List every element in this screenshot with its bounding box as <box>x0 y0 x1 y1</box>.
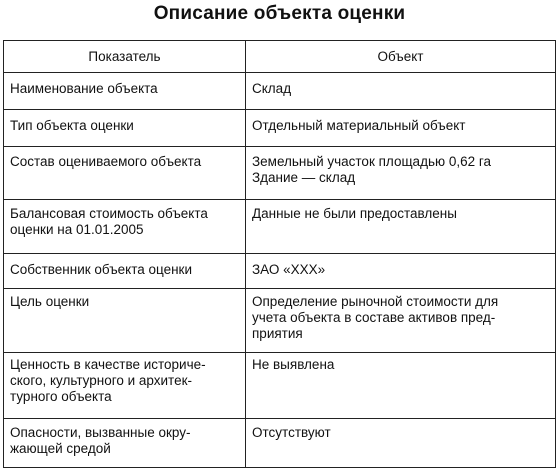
object-cell <box>246 419 556 468</box>
indicator-cell <box>4 289 246 353</box>
object-cell <box>246 289 556 353</box>
object-cell <box>246 73 556 110</box>
object-text: Отсутствуют <box>252 425 331 440</box>
table-row <box>4 353 556 419</box>
indicator-cell <box>4 419 246 468</box>
indicator-cell <box>4 353 246 419</box>
indicator-cell <box>4 200 246 254</box>
indicator-text: Состав оцениваемого объекта <box>10 154 202 169</box>
object-text: Склад <box>252 81 292 96</box>
object-text: Не выявлена <box>252 357 335 372</box>
object-cell <box>246 353 556 419</box>
object-cell <box>246 110 556 147</box>
object-cell <box>246 200 556 254</box>
object-cell <box>246 147 556 200</box>
valuation-object-table <box>3 40 556 468</box>
table-row <box>4 110 556 147</box>
indicator-cell <box>4 73 246 110</box>
object-text: Отдельный материальный объект <box>252 118 466 133</box>
object-text: ЗАО «XXX» <box>252 262 326 277</box>
object-text: Данные не были предоставлены <box>252 206 457 221</box>
table-row <box>4 419 556 468</box>
document-title: Описание объекта оценки <box>153 3 406 24</box>
table-row <box>4 73 556 110</box>
indicator-text: Цель оценки <box>10 294 90 309</box>
indicator-text: Балансовая стоимость объекта оценки на 01.01.2005 <box>10 206 208 237</box>
table-row <box>4 200 556 254</box>
indicator-cell <box>4 147 246 200</box>
table-row <box>4 147 556 200</box>
indicator-text: Опасности, вызванные окру- жающей средой <box>10 425 191 456</box>
object-text: Земельный участок площадью 0,62 га Здание — склад <box>252 154 492 185</box>
column-header-indicator: Показатель <box>4 41 246 73</box>
table-row <box>4 254 556 289</box>
table-row <box>4 289 556 353</box>
indicator-text: Тип объекта оценки <box>10 118 134 133</box>
column-header-object: Объект <box>246 41 556 73</box>
indicator-cell <box>4 110 246 147</box>
indicator-text: Наименование объекта <box>10 81 158 96</box>
indicator-cell <box>4 254 246 289</box>
indicator-text: Ценность в качестве историче- ского, культурного и архитек- турного объекта <box>10 357 206 404</box>
object-text: Определение рыночной стоимости для учета объекта в составе активов пред- приятия <box>252 294 499 341</box>
indicator-text: Собственник объекта оценки <box>10 262 192 277</box>
table-header-row <box>4 41 556 73</box>
object-cell <box>246 254 556 289</box>
